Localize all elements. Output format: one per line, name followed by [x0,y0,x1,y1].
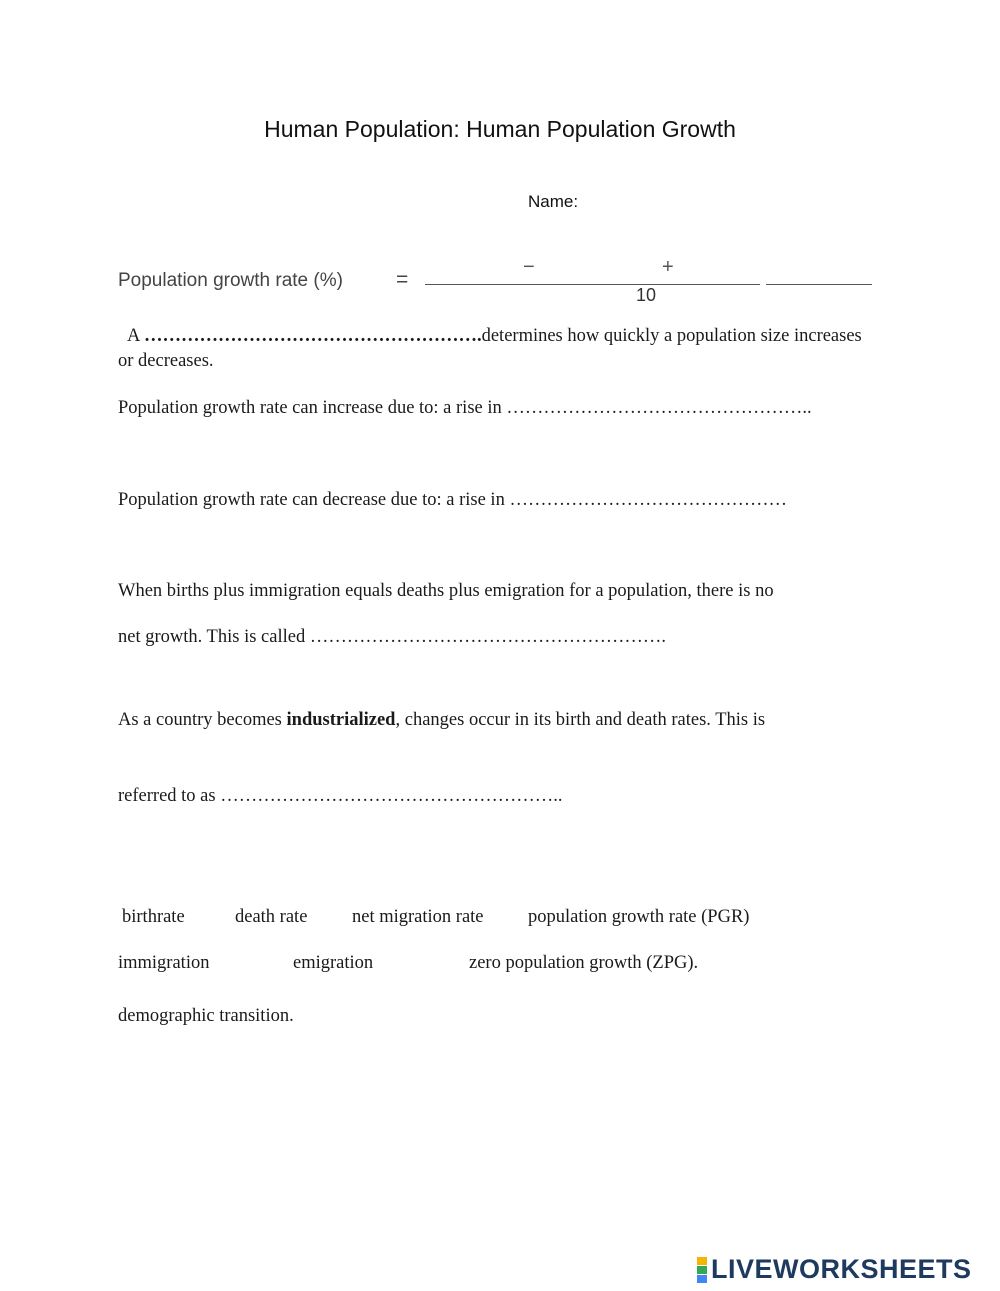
q1-prefix: A [127,326,144,346]
question-4-line-2 [118,625,666,650]
question-5-line-2 [118,784,562,809]
word-bank-demographic-transition[interactable]: demographic transition. [118,1006,294,1026]
question-1 [118,324,862,349]
fraction-bar [425,284,760,285]
question-5-line-1 [118,708,765,733]
q4-blank[interactable]: …………………………………………………. [309,627,666,647]
word-bank-pgr[interactable]: population growth rate (PGR) [528,907,750,927]
q4-prefix: net growth. This is called [118,627,310,647]
formula-equals: = [396,268,409,291]
word-bank-net-migration-rate[interactable]: net migration rate [352,907,484,927]
q6-blank[interactable]: ……………………………………………….. [220,786,563,806]
word-bank-immigration[interactable]: immigration [118,953,210,973]
logo-text: LIVEWORKSHEETS [711,1254,972,1284]
q5-prefix: As a country becomes [118,710,287,730]
liveworksheets-logo [697,1254,972,1285]
q2-blank[interactable]: ………………………………………….. [506,398,812,418]
question-4-line-1: When births plus immigration equals deaths plus emigration for a population, there is no [118,581,774,601]
question-1-line-2: or decreases. [118,351,214,371]
q3-blank[interactable]: ……………………………………… [509,490,787,510]
word-bank-emigration[interactable]: emigration [293,953,374,973]
question-2 [118,396,812,421]
word-bank-birthrate[interactable]: birthrate [122,907,185,927]
q2-prefix: Population growth rate can increase due to: a rise in [118,398,507,418]
q5-suffix: , changes occur in its birth and death rates. This is [395,710,766,730]
q1-blank[interactable]: ………………………………………………. [143,326,482,346]
formula-denominator: 10 [636,285,657,305]
plus-sign: + [662,256,674,278]
logo-mark-icon [697,1257,707,1283]
formula-label: Population growth rate (%) [118,270,343,291]
word-bank-zpg[interactable]: zero population growth (ZPG). [469,953,699,973]
word-bank-death-rate[interactable]: death rate [235,907,308,927]
page-title: Human Population: Human Population Growth [264,116,736,142]
q5-bold-term: industrialized [286,710,396,730]
question-3 [118,488,787,513]
q3-prefix: Population growth rate can decrease due to: a rise in [118,490,510,510]
minus-sign: − [523,256,535,278]
name-label: Name: [528,192,579,211]
q1-suffix: determines how quickly a population size increases [481,326,862,346]
fraction-bar-extension [766,284,872,285]
q6-prefix: referred to as [118,786,221,806]
